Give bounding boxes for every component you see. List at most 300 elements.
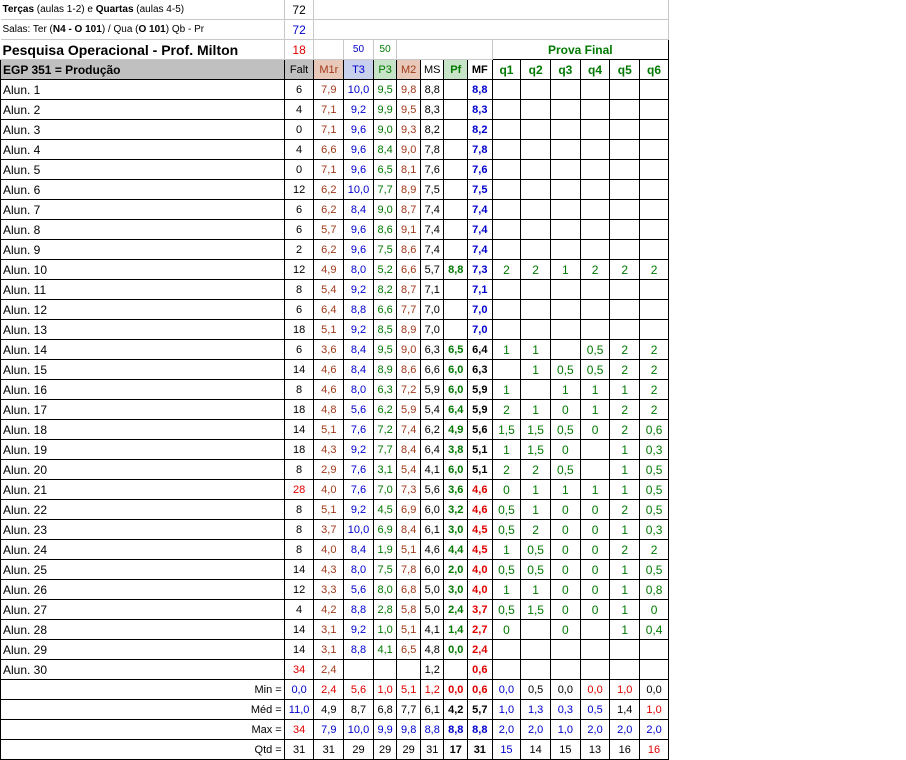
q3-cell [550,200,580,220]
q4-cell: 0 [580,600,610,620]
q2-cell [521,220,551,240]
p3-cell: 9,0 [373,200,397,220]
student-name: Alun. 15 [1,360,285,380]
t3-cell: 8,0 [344,380,374,400]
m1r-cell: 6,4 [314,300,344,320]
stats-label: Min = [1,680,285,700]
p3-cell: 9,9 [373,100,397,120]
q2-cell [521,620,551,640]
q1-cell: 1 [492,380,521,400]
m2-cell: 6,5 [397,640,421,660]
q4-cell [580,80,610,100]
pf-header: Pf [444,60,468,80]
q3-cell: 0 [550,520,580,540]
q6-cell: 0,4 [640,620,669,640]
q3-cell: 1 [550,380,580,400]
p3-cell: 8,5 [373,320,397,340]
table-row [1,600,669,620]
t3-cell [344,660,374,680]
m2-cell: 8,6 [397,360,421,380]
m2-cell: 6,8 [397,580,421,600]
q4-header: q4 [580,60,610,80]
q5-cell: 2 [610,420,640,440]
ms-cell: 5,0 [420,600,444,620]
stats-value: 29 [344,740,374,760]
mf-cell: 5,9 [468,380,493,400]
p3-cell: 8,6 [373,220,397,240]
t3-cell: 8,8 [344,300,374,320]
stats-value: 34 [284,720,314,740]
q1-cell: 0 [492,480,521,500]
q5-cell [610,160,640,180]
mf-cell: 7,0 [468,300,493,320]
q6-cell: 2 [640,260,669,280]
stats-value: 8,7 [344,700,374,720]
stats-value: 0,0 [284,680,314,700]
falt-cell: 28 [284,480,314,500]
t3-cell: 10,0 [344,180,374,200]
table-row [1,500,669,520]
pf-cell [444,140,468,160]
m1r-header: M1r [314,60,344,80]
stats-value: 1,0 [373,680,397,700]
stats-value: 8,8 [468,720,493,740]
q6-cell: 0,5 [640,560,669,580]
stats-value: 2,4 [314,680,344,700]
m1r-cell: 3,7 [314,520,344,540]
table-row [1,400,669,420]
ms-cell: 7,6 [420,160,444,180]
falt-cell: 14 [284,560,314,580]
ms-cell: 4,8 [420,640,444,660]
falt-cell: 18 [284,440,314,460]
p3-weight: 50 [373,40,397,60]
falt-cell: 8 [284,380,314,400]
ms-cell: 5,7 [420,260,444,280]
q4-cell: 2 [580,260,610,280]
student-name: Alun. 30 [1,660,285,680]
falt-cell: 8 [284,460,314,480]
q3-cell [550,100,580,120]
q4-cell [580,140,610,160]
q3-cell: 0,5 [550,420,580,440]
q2-cell: 2 [521,460,551,480]
ms-cell: 5,6 [420,480,444,500]
m1r-cell: 4,6 [314,360,344,380]
stats-value: 5,6 [344,680,374,700]
p3-cell: 4,1 [373,640,397,660]
q3-cell [550,320,580,340]
q6-cell [640,180,669,200]
q5-cell [610,280,640,300]
q2-cell: 0,5 [521,540,551,560]
q1-cell [492,240,521,260]
q6-cell: 0,5 [640,500,669,520]
q1-cell: 0,5 [492,500,521,520]
q2-cell [521,640,551,660]
q3-cell: 1 [550,260,580,280]
m1r-cell: 6,6 [314,140,344,160]
q5-cell [610,220,640,240]
falt-cell: 14 [284,360,314,380]
table-row [1,620,669,640]
falt-cell: 6 [284,300,314,320]
m2-cell: 7,2 [397,380,421,400]
p3-cell: 6,6 [373,300,397,320]
table-row [1,580,669,600]
stats-value: 31 [420,740,444,760]
t3-cell: 10,0 [344,520,374,540]
falt-cell: 8 [284,520,314,540]
mf-cell: 8,8 [468,80,493,100]
q6-cell [640,160,669,180]
ms-cell: 7,4 [420,220,444,240]
falt-cell: 18 [284,400,314,420]
q5-cell: 1 [610,440,640,460]
stats-value: 0,0 [550,680,580,700]
page-title: Pesquisa Operacional - Prof. Milton [1,40,285,60]
pf-cell [444,220,468,240]
stats-value: 8,8 [420,720,444,740]
q6-cell: 0,5 [640,480,669,500]
q2-cell: 1 [521,400,551,420]
stats-row [1,700,669,720]
q6-cell [640,300,669,320]
ms-cell: 5,0 [420,580,444,600]
q1-cell [492,660,521,680]
q2-cell [521,660,551,680]
mf-cell: 3,7 [468,600,493,620]
m1r-cell: 2,9 [314,460,344,480]
q4-cell [580,180,610,200]
ms-header: MS [420,60,444,80]
falt-cell: 14 [284,620,314,640]
q1-cell [492,360,521,380]
ms-cell: 4,1 [420,620,444,640]
q5-cell: 1 [610,620,640,640]
m2-cell: 5,1 [397,540,421,560]
q2-cell [521,80,551,100]
q1-cell: 1 [492,340,521,360]
q1-cell: 0,5 [492,600,521,620]
q4-cell: 0 [580,580,610,600]
table-row [1,420,669,440]
q3-cell: 0,5 [550,460,580,480]
q5-cell [610,140,640,160]
pf-cell: 6,5 [444,340,468,360]
pf-cell: 3,8 [444,440,468,460]
stats-value: 16 [610,740,640,760]
falt-cell: 6 [284,220,314,240]
q3-cell [550,160,580,180]
m2-cell: 9,0 [397,140,421,160]
student-name: Alun. 25 [1,560,285,580]
mf-cell: 4,6 [468,500,493,520]
q3-cell: 1 [550,480,580,500]
m1r-cell: 5,4 [314,280,344,300]
table-row [1,180,669,200]
falt-cell: 8 [284,540,314,560]
q1-cell: 0,5 [492,560,521,580]
student-name: Alun. 17 [1,400,285,420]
m2-cell: 6,6 [397,260,421,280]
ms-cell: 6,6 [420,360,444,380]
q2-cell: 0,5 [521,560,551,580]
mf-cell: 2,4 [468,640,493,660]
q6-cell: 2 [640,360,669,380]
m2-cell: 9,0 [397,340,421,360]
mf-cell: 8,2 [468,120,493,140]
pf-cell: 4,4 [444,540,468,560]
m2-cell: 8,9 [397,320,421,340]
ms-cell: 6,0 [420,560,444,580]
p3-cell: 7,0 [373,480,397,500]
q4-cell [580,220,610,240]
q3-cell [550,220,580,240]
m2-cell: 5,8 [397,600,421,620]
falt-header: Falt [284,60,314,80]
p3-cell: 6,3 [373,380,397,400]
q6-cell [640,280,669,300]
q6-header: q6 [640,60,669,80]
table-row [1,200,669,220]
student-name: Alun. 8 [1,220,285,240]
student-name: Alun. 12 [1,300,285,320]
q6-cell: 2 [640,380,669,400]
t3-header: T3 [344,60,374,80]
m1r-cell: 3,1 [314,640,344,660]
q4-cell [580,640,610,660]
m2-cell: 7,7 [397,300,421,320]
q1-header: q1 [492,60,521,80]
pf-cell: 6,0 [444,460,468,480]
p3-cell: 9,0 [373,120,397,140]
ms-cell: 7,0 [420,320,444,340]
ms-cell: 7,4 [420,200,444,220]
q4-cell: 0 [580,540,610,560]
q2-cell: 1 [521,500,551,520]
mf-cell: 5,9 [468,400,493,420]
stats-value: 0,0 [640,680,669,700]
p3-cell: 1,0 [373,620,397,640]
falt-cell: 12 [284,180,314,200]
student-name: Alun. 20 [1,460,285,480]
t3-cell: 9,2 [344,320,374,340]
student-name: Alun. 22 [1,500,285,520]
ms-cell: 6,4 [420,440,444,460]
falt-cell: 14 [284,640,314,660]
table-row [1,220,669,240]
table-row [1,540,669,560]
pf-cell [444,100,468,120]
table-row [1,260,669,280]
m1r-cell: 3,6 [314,340,344,360]
ms-cell: 6,3 [420,340,444,360]
table-row [1,80,669,100]
stats-value: 16 [640,740,669,760]
stats-value: 29 [397,740,421,760]
m1r-cell: 2,4 [314,660,344,680]
q1-cell: 0,5 [492,520,521,540]
q6-cell [640,660,669,680]
schedule-line: Terças (aulas 1-2) e Quartas (aulas 4-5) [1,0,285,20]
stats-value: 1,0 [640,700,669,720]
p3-cell: 5,2 [373,260,397,280]
t3-cell: 5,6 [344,400,374,420]
mf-cell: 7,6 [468,160,493,180]
q6-cell [640,120,669,140]
q2-cell: 1 [521,480,551,500]
q6-cell [640,140,669,160]
pf-cell [444,120,468,140]
q1-cell [492,180,521,200]
pf-cell [444,660,468,680]
stats-value: 1,0 [492,700,521,720]
q6-cell: 0,5 [640,460,669,480]
t3-cell: 8,4 [344,360,374,380]
m2-cell: 5,1 [397,620,421,640]
t3-cell: 9,2 [344,100,374,120]
pf-cell: 8,8 [444,260,468,280]
q1-cell: 1 [492,440,521,460]
q1-cell [492,160,521,180]
m1r-cell: 4,8 [314,400,344,420]
stats-value: 0,0 [492,680,521,700]
ms-cell: 8,2 [420,120,444,140]
p3-cell: 9,5 [373,80,397,100]
q3-cell [550,180,580,200]
pf-cell [444,240,468,260]
table-row [1,460,669,480]
q6-cell: 0,3 [640,440,669,460]
mf-cell: 7,4 [468,240,493,260]
p3-cell [373,660,397,680]
falt-cell: 12 [284,260,314,280]
falt-cell: 34 [284,660,314,680]
pf-cell: 6,0 [444,380,468,400]
stats-value: 1,0 [550,720,580,740]
m1r-cell: 5,1 [314,500,344,520]
m2-cell: 8,6 [397,240,421,260]
stats-value: 1,4 [610,700,640,720]
t3-cell: 9,6 [344,140,374,160]
ms-cell: 8,3 [420,100,444,120]
m1r-cell: 6,2 [314,200,344,220]
stats-row [1,740,669,760]
m1r-cell: 4,0 [314,480,344,500]
q4-cell [580,160,610,180]
mf-cell: 4,5 [468,520,493,540]
mf-cell: 6,4 [468,340,493,360]
q1-cell [492,280,521,300]
q5-cell [610,660,640,680]
p3-cell: 7,7 [373,180,397,200]
mf-cell: 7,0 [468,320,493,340]
q4-cell: 1 [580,400,610,420]
student-name: Alun. 18 [1,420,285,440]
ms-cell: 6,0 [420,500,444,520]
stats-value: 9,8 [397,720,421,740]
falt-cell: 0 [284,120,314,140]
student-name: Alun. 13 [1,320,285,340]
p3-cell: 2,8 [373,600,397,620]
pf-cell: 3,2 [444,500,468,520]
q5-cell [610,120,640,140]
falt-cell: 12 [284,580,314,600]
mf-cell: 2,7 [468,620,493,640]
student-name: Alun. 6 [1,180,285,200]
m1r-cell: 7,1 [314,120,344,140]
ms-cell: 4,1 [420,460,444,480]
mf-cell: 4,6 [468,480,493,500]
q6-cell [640,80,669,100]
q4-cell: 1 [580,380,610,400]
q3-cell [550,140,580,160]
stats-value: 2,0 [640,720,669,740]
p3-cell: 8,4 [373,140,397,160]
ms-cell: 5,9 [420,380,444,400]
student-name: Alun. 5 [1,160,285,180]
mf-cell: 5,6 [468,420,493,440]
q3-cell: 0 [550,620,580,640]
stats-row [1,680,669,700]
falt-cell: 4 [284,100,314,120]
q6-cell: 2 [640,340,669,360]
t3-cell: 10,0 [344,80,374,100]
q2-cell: 1 [521,580,551,600]
p3-cell: 8,0 [373,580,397,600]
table-row [1,280,669,300]
m1r-cell: 4,3 [314,560,344,580]
q5-cell [610,300,640,320]
p3-cell: 8,9 [373,360,397,380]
m2-cell: 8,4 [397,440,421,460]
mf-cell: 7,3 [468,260,493,280]
t3-cell: 8,0 [344,260,374,280]
m1r-cell: 4,0 [314,540,344,560]
q2-cell: 1 [521,340,551,360]
q3-cell [550,300,580,320]
t3-cell: 7,6 [344,480,374,500]
m1r-cell: 3,3 [314,580,344,600]
stats-value: 31 [314,740,344,760]
p3-cell: 8,2 [373,280,397,300]
stats-value: 6,8 [373,700,397,720]
q3-cell [550,280,580,300]
pf-cell: 2,0 [444,560,468,580]
q2-cell [521,320,551,340]
mf-cell: 4,5 [468,540,493,560]
q5-cell: 2 [610,400,640,420]
stats-value: 17 [444,740,468,760]
pf-cell [444,80,468,100]
student-name: Alun. 27 [1,600,285,620]
q4-cell [580,320,610,340]
table-row [1,240,669,260]
q5-cell: 2 [610,360,640,380]
q5-cell [610,80,640,100]
t3-cell: 9,2 [344,620,374,640]
q6-cell: 0,6 [640,420,669,440]
q4-cell [580,240,610,260]
q3-cell [550,120,580,140]
q3-cell [550,80,580,100]
stats-value: 0,0 [580,680,610,700]
t3-cell: 9,6 [344,240,374,260]
mf-header: MF [468,60,493,80]
p3-cell: 6,2 [373,400,397,420]
q3-cell [550,660,580,680]
